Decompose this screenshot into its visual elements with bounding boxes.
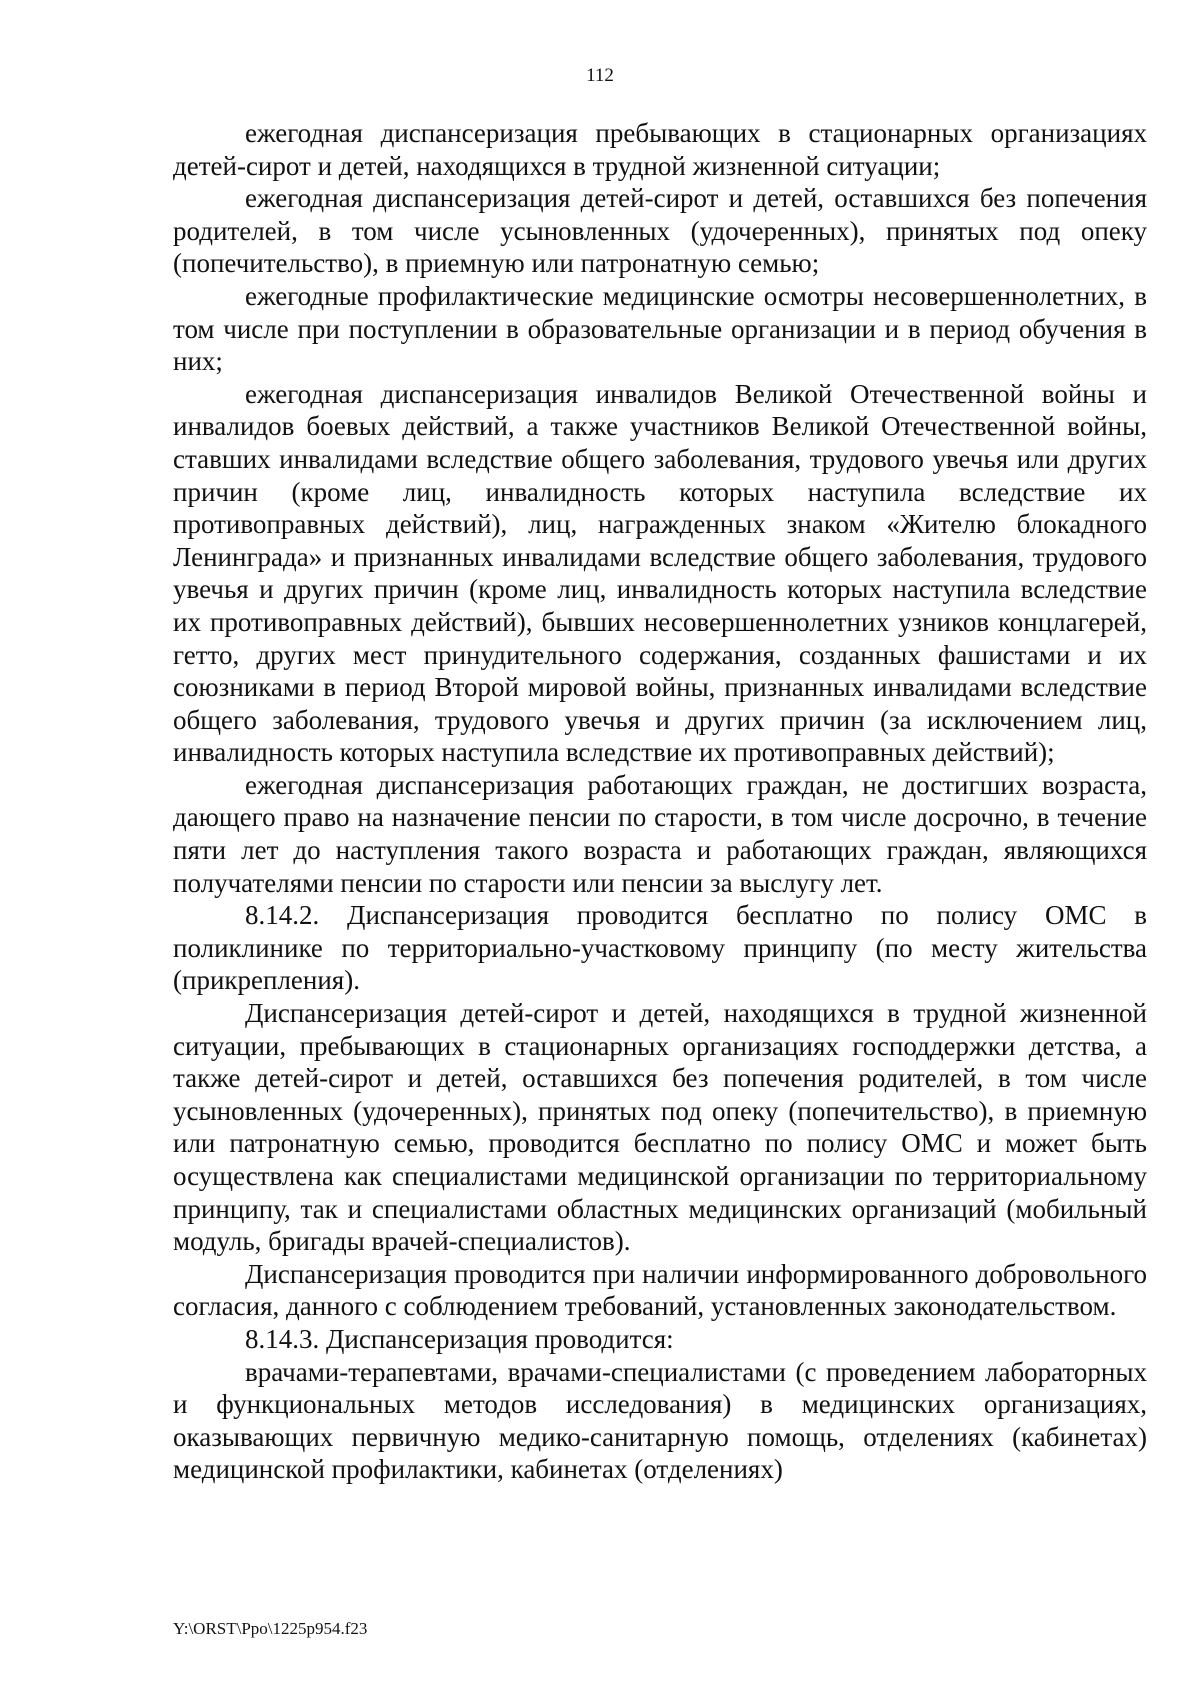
- paragraph-orphans-free-screening: Диспансеризация детей-сирот и детей, находящихся в трудной жизненной ситуации, пребывающих в стационарных организациях господдержки детства, а также детей-сирот и детей, оставшихся без попечения родителей, в том числе усыновленных (удочеренных), принятых под опеку (попечительство), в приемную или патронатную семью, проводится бесплатно по полису ОМС и может быть осуществлена как специалистами медицинской организации по территориальному принципу, так и специалистами областных медицинских организаций (мобильный модуль, бригады врачей-специалистов).: [173, 998, 1147, 1257]
- paragraph-pre-retirement-workers: ежегодная диспансеризация работающих граждан, не достигших возраста, дающего право на назначение пенсии по старости, в том числе досрочно, в течение пяти лет до наступления такого возраста и работающих граждан, являющихся получателями пенсии по старости или пенсии за выслугу лет.: [173, 769, 1147, 898]
- paragraph-minors-checkups: ежегодные профилактические медицинские осмотры несовершеннолетних, в том числе при поступлении в образовательные организации и в период обучения в них;: [173, 280, 1147, 377]
- document-body: [173, 117, 1147, 1486]
- paragraph-section-8-14-2: 8.14.2. Диспансеризация проводится бесплатно по полису ОМС в поликлинике по территориально-участковому принципу (по месту жительства (прикрепления).: [173, 900, 1147, 996]
- footer-file-path: Y:\ORST\Ppo\1225p954.f23: [173, 1619, 368, 1638]
- paragraph-informed-consent: Диспансеризация проводится при наличии информированного добровольного согласия, данного с соблюдением требований, установленных законодательством.: [173, 1258, 1147, 1322]
- paragraph-orphans-without-care: ежегодная диспансеризация детей-сирот и детей, оставшихся без попечения родителей, в том числе усыновленных (удочеренных), принятых под опеку (попечительство), в приемную или патронатную семью;: [173, 183, 1147, 279]
- paragraph-section-8-14-3: 8.14.3. Диспансеризация проводится:: [245, 1323, 674, 1354]
- page-number: 112: [586, 65, 614, 86]
- paragraph-war-veterans: ежегодная диспансеризация инвалидов Великой Отечественной войны и инвалидов боевых действий, а также участников Великой Отечественной войны, ставших инвалидами вследствие общего заболевания, трудового увечья или других причин (кроме лиц, инвалидность которых наступила вследствие их противоправных действий), лиц, награжденных знаком «Жителю блокадного Ленинграда» и признанных инвалидами вследствие общего заболевания, трудового увечья и других причин (кроме лиц, инвалидность которых наступила вследствие их противоправных действий), бывших несовершеннолетних узников концлагерей, гетто, других мест принудительного содержания, созданных фашистами и их союзниками в период Второй мировой войны, признанных инвалидами вследствие общего заболевания, трудового увечья и других причин (за исключением лиц, инвалидность которых наступила вследствие их противоправных действий);: [173, 378, 1147, 768]
- paragraph-orphans-in-institutions: ежегодная диспансеризация пребывающих в стационарных организациях детей-сирот и детей, находящихся в трудной жизненной ситуации;: [173, 118, 1147, 181]
- paragraph-physicians: врачами-терапевтами, врачами-специалистами (с проведением лабораторных и функциональных методов исследования) в медицинских организациях, оказывающих первичную медико-санитарную помощь, отделениях (кабинетах) медицинской профилактики, кабинетах (отделениях): [173, 1356, 1147, 1485]
